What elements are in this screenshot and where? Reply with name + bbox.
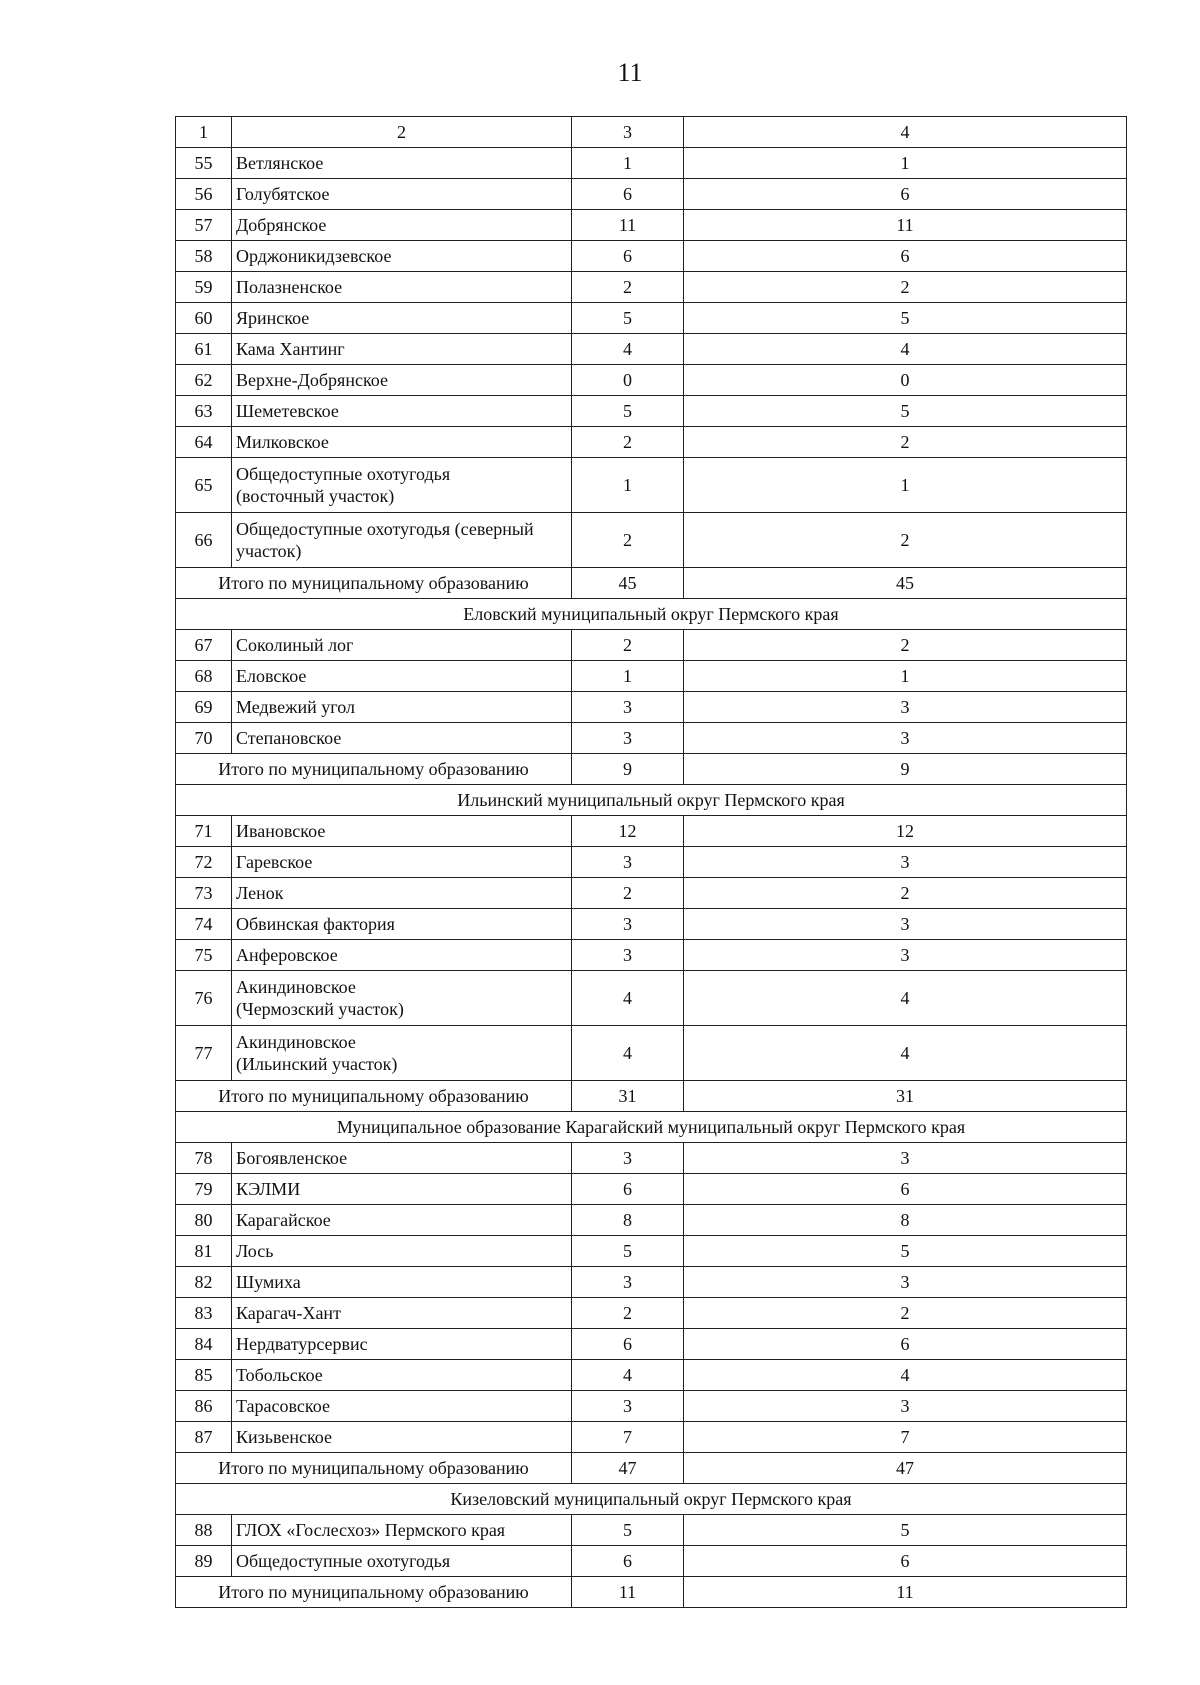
table-row: [176, 816, 1127, 847]
hunting-ground-name-line: Карагач-Хант: [236, 1303, 341, 1323]
row-number: 84: [176, 1329, 232, 1360]
value-column-4: 2: [684, 878, 1127, 909]
hunting-ground-name: [232, 909, 572, 940]
value-column-3: 3: [572, 847, 684, 878]
hunting-ground-name: [232, 723, 572, 754]
hunting-ground-name-line: Полазненское: [236, 277, 343, 297]
row-number: 61: [176, 334, 232, 365]
value-column-4: 2: [684, 513, 1127, 568]
row-number: 65: [176, 458, 232, 513]
total-row: [176, 1577, 1127, 1608]
section-header-row: [176, 785, 1127, 816]
table-row: [176, 210, 1127, 241]
hunting-ground-name-line: Карагайское: [236, 1210, 331, 1230]
value-column-4: 3: [684, 909, 1127, 940]
value-column-3: 1: [572, 148, 684, 179]
value-column-4: 3: [684, 847, 1127, 878]
hunting-ground-name-line: КЭЛМИ: [236, 1179, 301, 1199]
column-number-row: [176, 117, 1127, 148]
hunting-ground-name: [232, 396, 572, 427]
value-column-4: 8: [684, 1205, 1127, 1236]
total-value-column-4: 9: [684, 754, 1127, 785]
hunting-ground-name: [232, 334, 572, 365]
table-row: [176, 1360, 1127, 1391]
total-value-column-4: 11: [684, 1577, 1127, 1608]
value-column-4: 3: [684, 1143, 1127, 1174]
value-column-3: 2: [572, 878, 684, 909]
table-row: [176, 241, 1127, 272]
hunting-ground-name-line: Общедоступные охотугодья (северный: [236, 519, 534, 539]
hunting-ground-name: [232, 1236, 572, 1267]
hunting-ground-name-line: Соколиный лог: [236, 635, 354, 655]
value-column-3: 4: [572, 1026, 684, 1081]
value-column-4: 3: [684, 1391, 1127, 1422]
row-number: 83: [176, 1298, 232, 1329]
hunting-ground-name-line: Тобольское: [236, 1365, 323, 1385]
row-number: 64: [176, 427, 232, 458]
hunting-ground-name-line: Кама Хантинг: [236, 339, 345, 359]
hunting-ground-name-line: Анферовское: [236, 945, 338, 965]
value-column-3: 2: [572, 1298, 684, 1329]
value-column-4: 5: [684, 1515, 1127, 1546]
value-column-3: 0: [572, 365, 684, 396]
hunting-ground-name: [232, 1205, 572, 1236]
total-row: [176, 1081, 1127, 1112]
hunting-ground-name: [232, 1026, 572, 1081]
value-column-3: 5: [572, 1236, 684, 1267]
hunting-ground-name-line: Общедоступные охотугодья: [236, 464, 451, 484]
table-row: [176, 396, 1127, 427]
row-number: 67: [176, 630, 232, 661]
row-number: 78: [176, 1143, 232, 1174]
row-number: 88: [176, 1515, 232, 1546]
row-number: 81: [176, 1236, 232, 1267]
table-row: [176, 458, 1127, 513]
hunting-ground-name: [232, 241, 572, 272]
hunting-ground-name-line: Степановское: [236, 728, 342, 748]
total-value-column-4: 47: [684, 1453, 1127, 1484]
value-column-3: 3: [572, 940, 684, 971]
value-column-3: 4: [572, 334, 684, 365]
table-row: [176, 1546, 1127, 1577]
value-column-4: 6: [684, 241, 1127, 272]
value-column-4: 6: [684, 1174, 1127, 1205]
row-number: 63: [176, 396, 232, 427]
hunting-ground-name: [232, 148, 572, 179]
row-number: 72: [176, 847, 232, 878]
hunting-grounds-table: [175, 116, 1127, 1608]
hunting-ground-name: [232, 1422, 572, 1453]
total-label: Итого по муниципальному образованию: [176, 1453, 572, 1484]
hunting-ground-name-line: Шеметевское: [236, 401, 339, 421]
total-value-column-4: 45: [684, 568, 1127, 599]
value-column-4: 3: [684, 692, 1127, 723]
value-column-4: 6: [684, 179, 1127, 210]
value-column-3: 2: [572, 427, 684, 458]
table-row: [176, 1298, 1127, 1329]
table-row: [176, 909, 1127, 940]
hunting-ground-name-line: Орджоникидзевское: [236, 246, 392, 266]
hunting-ground-name-line: Ивановское: [236, 821, 326, 841]
value-column-3: 3: [572, 1143, 684, 1174]
section-header-row: [176, 599, 1127, 630]
total-value-column-3: 11: [572, 1577, 684, 1608]
table-row: [176, 878, 1127, 909]
section-header-row: [176, 1112, 1127, 1143]
total-label: Итого по муниципальному образованию: [176, 754, 572, 785]
hunting-ground-name-line: Обвинская фактория: [236, 914, 395, 934]
value-column-3: 12: [572, 816, 684, 847]
table-row: [176, 427, 1127, 458]
row-number: 73: [176, 878, 232, 909]
value-column-4: 2: [684, 1298, 1127, 1329]
value-column-4: 5: [684, 1236, 1127, 1267]
section-header-row: [176, 1484, 1127, 1515]
row-number: 74: [176, 909, 232, 940]
hunting-ground-name: [232, 365, 572, 396]
value-column-3: 11: [572, 210, 684, 241]
row-number: 79: [176, 1174, 232, 1205]
value-column-3: 7: [572, 1422, 684, 1453]
table-row: [176, 1267, 1127, 1298]
hunting-ground-name-line: Милковское: [236, 432, 329, 452]
section-title: Ильинский муниципальный округ Пермского края: [176, 785, 1127, 816]
table-row: [176, 940, 1127, 971]
row-number: 60: [176, 303, 232, 334]
value-column-3: 6: [572, 241, 684, 272]
row-number: 58: [176, 241, 232, 272]
row-number: 68: [176, 661, 232, 692]
row-number: 71: [176, 816, 232, 847]
value-column-4: 4: [684, 334, 1127, 365]
table-row: [176, 630, 1127, 661]
hunting-ground-name: [232, 458, 572, 513]
table-row: [176, 723, 1127, 754]
total-value-column-3: 31: [572, 1081, 684, 1112]
value-column-4: 6: [684, 1329, 1127, 1360]
hunting-ground-name-line: Яринское: [236, 308, 310, 328]
total-value-column-4: 31: [684, 1081, 1127, 1112]
table-row: [176, 272, 1127, 303]
column-number-2: 2: [232, 117, 572, 148]
value-column-4: 1: [684, 458, 1127, 513]
total-row: [176, 1453, 1127, 1484]
hunting-ground-name: [232, 1267, 572, 1298]
hunting-ground-name-line: ГЛОХ «Гослесхоз» Пермского края: [236, 1520, 506, 1540]
value-column-3: 1: [572, 458, 684, 513]
section-title: Еловский муниципальный округ Пермского края: [176, 599, 1127, 630]
hunting-ground-name-line: Тарасовское: [236, 1396, 330, 1416]
hunting-ground-name-line: Медвежий угол: [236, 697, 355, 717]
total-value-column-3: 47: [572, 1453, 684, 1484]
row-number: 86: [176, 1391, 232, 1422]
hunting-ground-name-line: Шумиха: [236, 1272, 301, 1292]
row-number: 77: [176, 1026, 232, 1081]
table-row: [176, 971, 1127, 1026]
hunting-ground-name-line: Нердватурсервис: [236, 1334, 368, 1354]
value-column-3: 3: [572, 1391, 684, 1422]
table-row: [176, 1205, 1127, 1236]
total-label: Итого по муниципальному образованию: [176, 1577, 572, 1608]
row-number: 59: [176, 272, 232, 303]
hunting-ground-name-line: Еловское: [236, 666, 307, 686]
hunting-ground-name-line: Акиндиновское: [236, 1032, 356, 1052]
value-column-3: 6: [572, 1174, 684, 1205]
total-row: [176, 754, 1127, 785]
hunting-ground-name: [232, 940, 572, 971]
row-number: 62: [176, 365, 232, 396]
hunting-ground-name-line: (Ильинский участок): [236, 1054, 398, 1074]
hunting-ground-name-line: Ленок: [236, 883, 284, 903]
hunting-ground-name-line: (восточный участок): [236, 486, 395, 506]
value-column-3: 4: [572, 1360, 684, 1391]
row-number: 57: [176, 210, 232, 241]
table-row: [176, 692, 1127, 723]
hunting-ground-name: [232, 692, 572, 723]
value-column-3: 3: [572, 1267, 684, 1298]
hunting-ground-name: [232, 1360, 572, 1391]
hunting-ground-name: [232, 1174, 572, 1205]
table-row: [176, 1236, 1127, 1267]
value-column-4: 2: [684, 272, 1127, 303]
hunting-ground-name: [232, 179, 572, 210]
hunting-ground-name: [232, 427, 572, 458]
table-row: [176, 1515, 1127, 1546]
value-column-3: 2: [572, 630, 684, 661]
value-column-4: 4: [684, 1360, 1127, 1391]
hunting-ground-name: [232, 878, 572, 909]
value-column-4: 1: [684, 661, 1127, 692]
value-column-3: 2: [572, 272, 684, 303]
hunting-ground-name: [232, 1391, 572, 1422]
hunting-ground-name-line: Кизьвенское: [236, 1427, 333, 1447]
value-column-3: 5: [572, 1515, 684, 1546]
total-label: Итого по муниципальному образованию: [176, 568, 572, 599]
hunting-ground-name: [232, 971, 572, 1026]
value-column-4: 3: [684, 723, 1127, 754]
hunting-ground-name: [232, 630, 572, 661]
row-number: 80: [176, 1205, 232, 1236]
hunting-ground-name-line: Лось: [236, 1241, 274, 1261]
value-column-4: 3: [684, 940, 1127, 971]
hunting-ground-name: [232, 210, 572, 241]
total-value-column-3: 45: [572, 568, 684, 599]
section-title: Муниципальное образование Карагайский муниципальный округ Пермского края: [176, 1112, 1127, 1143]
table-row: [176, 513, 1127, 568]
hunting-ground-name: [232, 272, 572, 303]
value-column-3: 5: [572, 396, 684, 427]
value-column-3: 6: [572, 1329, 684, 1360]
row-number: 55: [176, 148, 232, 179]
total-value-column-3: 9: [572, 754, 684, 785]
hunting-ground-name-line: Акиндиновское: [236, 977, 356, 997]
page-number: 11: [617, 58, 643, 87]
hunting-ground-name: [232, 1546, 572, 1577]
table-row: [176, 303, 1127, 334]
row-number: 75: [176, 940, 232, 971]
table-row: [176, 334, 1127, 365]
hunting-ground-name-line: Верхне-Добрянское: [236, 370, 388, 390]
value-column-3: 4: [572, 971, 684, 1026]
hunting-ground-name: [232, 1329, 572, 1360]
value-column-4: 4: [684, 971, 1127, 1026]
table-row: [176, 1391, 1127, 1422]
hunting-ground-name: [232, 1298, 572, 1329]
table-row: [176, 1329, 1127, 1360]
hunting-ground-name: [232, 1143, 572, 1174]
value-column-3: 6: [572, 179, 684, 210]
value-column-3: 1: [572, 661, 684, 692]
column-number-3: 3: [572, 117, 684, 148]
value-column-4: 0: [684, 365, 1127, 396]
value-column-4: 7: [684, 1422, 1127, 1453]
value-column-3: 3: [572, 723, 684, 754]
value-column-3: 8: [572, 1205, 684, 1236]
value-column-4: 12: [684, 816, 1127, 847]
table-row: [176, 148, 1127, 179]
table-body: [176, 117, 1127, 1608]
row-number: 69: [176, 692, 232, 723]
hunting-ground-name-line: (Чермозский участок): [236, 999, 404, 1019]
value-column-3: 3: [572, 692, 684, 723]
table-row: [176, 1026, 1127, 1081]
hunting-ground-name-line: Общедоступные охотугодья: [236, 1551, 451, 1571]
total-label: Итого по муниципальному образованию: [176, 1081, 572, 1112]
row-number: 89: [176, 1546, 232, 1577]
value-column-4: 5: [684, 396, 1127, 427]
hunting-ground-name-line: Ветлянское: [236, 153, 324, 173]
hunting-ground-name-line: Голубятское: [236, 184, 330, 204]
total-row: [176, 568, 1127, 599]
table-row: [176, 1174, 1127, 1205]
value-column-4: 2: [684, 630, 1127, 661]
section-title: Кизеловский муниципальный округ Пермского края: [176, 1484, 1127, 1515]
table-row: [176, 847, 1127, 878]
hunting-ground-name-line: участок): [236, 541, 302, 561]
value-column-4: 5: [684, 303, 1127, 334]
row-number: 70: [176, 723, 232, 754]
value-column-4: 1: [684, 148, 1127, 179]
value-column-4: 4: [684, 1026, 1127, 1081]
value-column-4: 2: [684, 427, 1127, 458]
row-number: 85: [176, 1360, 232, 1391]
value-column-4: 3: [684, 1267, 1127, 1298]
table-row: [176, 1422, 1127, 1453]
hunting-ground-name: [232, 661, 572, 692]
table-row: [176, 1143, 1127, 1174]
hunting-ground-name: [232, 847, 572, 878]
value-column-4: 11: [684, 210, 1127, 241]
row-number: 76: [176, 971, 232, 1026]
column-number-1: 1: [176, 117, 232, 148]
column-number-4: 4: [684, 117, 1127, 148]
hunting-ground-name-line: Гаревское: [236, 852, 313, 872]
value-column-3: 3: [572, 909, 684, 940]
hunting-ground-name: [232, 816, 572, 847]
table-row: [176, 661, 1127, 692]
table-row: [176, 179, 1127, 210]
hunting-ground-name-line: Богоявленское: [236, 1148, 348, 1168]
hunting-ground-name: [232, 513, 572, 568]
row-number: 87: [176, 1422, 232, 1453]
hunting-ground-name: [232, 303, 572, 334]
value-column-4: 6: [684, 1546, 1127, 1577]
table-row: [176, 365, 1127, 396]
hunting-ground-name: [232, 1515, 572, 1546]
value-column-3: 2: [572, 513, 684, 568]
value-column-3: 6: [572, 1546, 684, 1577]
row-number: 56: [176, 179, 232, 210]
hunting-ground-name-line: Добрянское: [236, 215, 327, 235]
row-number: 66: [176, 513, 232, 568]
row-number: 82: [176, 1267, 232, 1298]
value-column-3: 5: [572, 303, 684, 334]
